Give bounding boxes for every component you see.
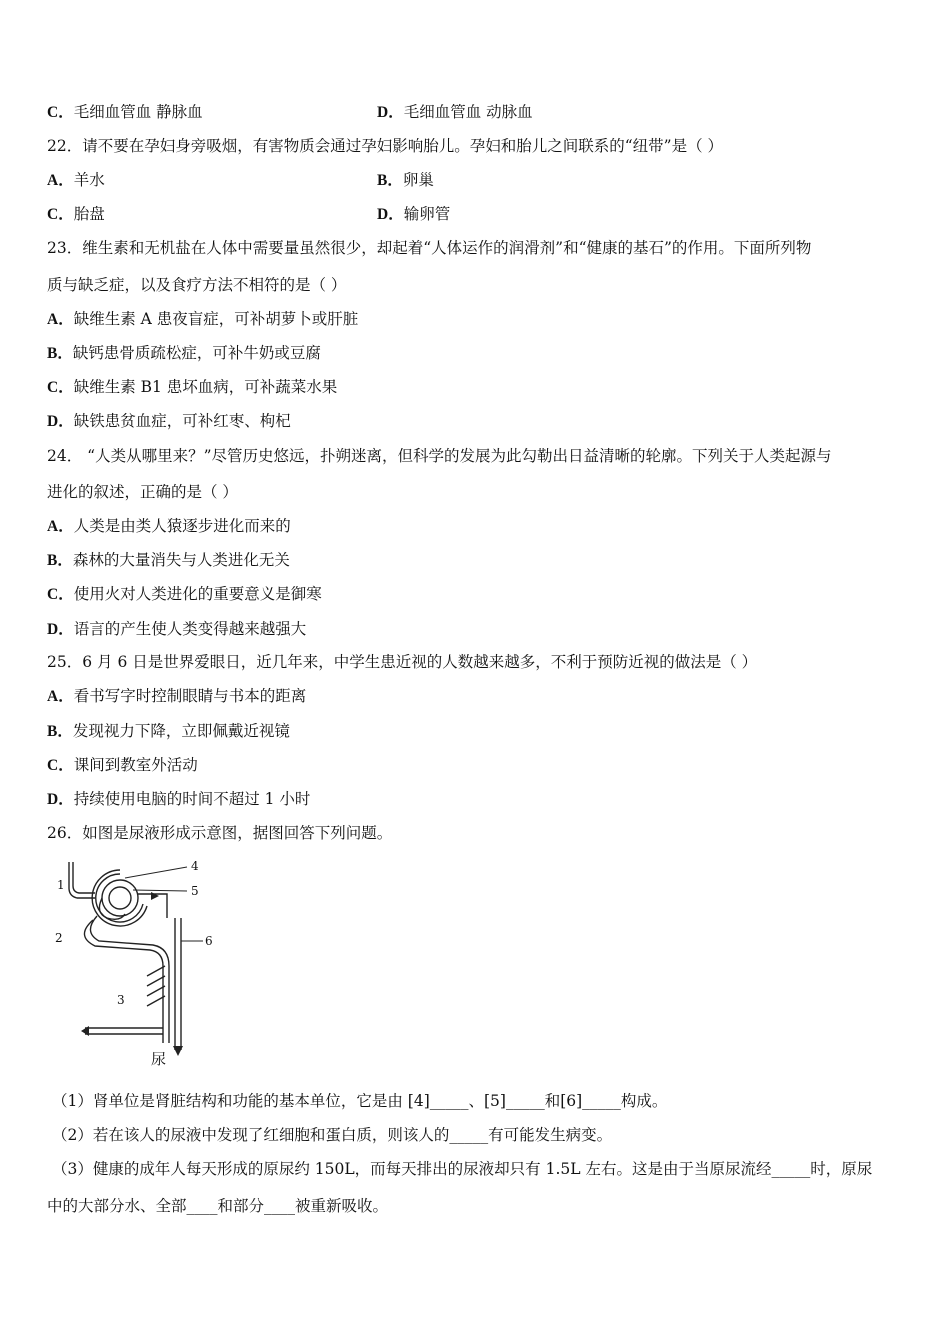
q25-option-a: [47, 686, 306, 707]
option-label: B．: [377, 172, 403, 189]
label-1: 1: [57, 878, 65, 892]
label-3: 3: [117, 993, 125, 1007]
option-text: 卵巢: [402, 171, 434, 189]
option-text: 持续使用电脑的时间不超过 1 小时: [73, 790, 311, 808]
option-label: A．: [47, 172, 74, 189]
option-text: 看书写字时控制眼睛与书本的距离: [73, 687, 307, 705]
q26-sub3-line1: （3）健康的成年人每天形成的原尿约 150L，而每天排出的尿液却只有 1.5L 左右。这是由于当原尿流经_____时，原尿: [52, 1160, 873, 1178]
q24-option-d: [47, 619, 306, 640]
option-text: 毛细血管血 静脉血: [73, 103, 203, 121]
q22-stem: 22．请不要在孕妇身旁吸烟，有害物质会通过孕妇影响胎儿。孕妇和胎儿之间联系的“纽带”是（ ）: [47, 137, 724, 155]
option-label: C．: [47, 379, 74, 396]
q21-option-d: [377, 102, 533, 123]
urine-label: 尿: [151, 1050, 167, 1068]
q26-sub2: （2）若在该人的尿液中发现了红细胞和蛋白质，则该人的_____有可能发生病变。: [52, 1126, 613, 1144]
q23-option-a: [47, 309, 358, 330]
q25-option-b: [47, 721, 290, 742]
q23-stem-line2: 质与缺乏症，以及食疗方法不相符的是（ ）: [47, 276, 347, 294]
option-text: 缺维生素 B1 患坏血病，可补蔬菜水果: [73, 378, 338, 396]
option-label: D．: [47, 621, 74, 638]
q25-option-d: [47, 789, 310, 810]
q24-stem-line1: 24． “人类从哪里来？”尽管历史悠远，扑朔迷离，但科学的发展为此勾勒出日益清晰的轮廓。下列关于人类起源与: [47, 447, 832, 465]
option-label: C．: [47, 104, 74, 121]
q26-sub1: （1）肾单位是肾脏结构和功能的基本单位，它是由 [4]_____、[5]_____和[6]_____构成。: [52, 1092, 668, 1110]
label-6: 6: [205, 934, 213, 948]
q23-option-b: [47, 343, 321, 364]
option-text: 毛细血管血 动脉血: [403, 103, 533, 121]
label-2: 2: [55, 931, 63, 945]
option-text: 胎盘: [73, 205, 105, 223]
option-label: A．: [47, 518, 74, 535]
option-label: A．: [47, 688, 74, 705]
option-text: 人类是由类人猿逐步进化而来的: [73, 517, 291, 535]
q24-option-c: [47, 584, 322, 605]
q26-stem: 26．如图是尿液形成示意图，据图回答下列问题。: [47, 824, 393, 842]
option-text: 缺钙患骨质疏松症，可补牛奶或豆腐: [72, 344, 321, 362]
option-text: 语言的产生使人类变得越来越强大: [73, 620, 307, 638]
q23-option-d: [47, 411, 291, 432]
glomerulus: [102, 880, 138, 916]
option-label: D．: [47, 413, 74, 430]
option-label: C．: [47, 586, 74, 603]
option-text: 缺维生素 A 患夜盲症，可补胡萝卜或肝脏: [73, 310, 359, 328]
option-label: D．: [47, 791, 74, 808]
q24-option-a: [47, 516, 291, 537]
nephron-diagram-svg: [55, 858, 215, 1068]
option-text: 使用火对人类进化的重要意义是御寒: [73, 585, 322, 603]
option-text: 羊水: [73, 171, 105, 189]
option-text: 课间到教室外活动: [73, 756, 198, 774]
option-label: B．: [47, 552, 73, 569]
option-text: 缺铁患贫血症，可补红枣、枸杞: [73, 412, 291, 430]
option-text: 输卵管: [403, 205, 451, 223]
urine-arrow-icon: [173, 1046, 183, 1056]
q25-stem: 25．6 月 6 日是世界爱眼日，近几年来，中学生患近视的人数越来越多，不利于预防近视的做法是（ ）: [47, 653, 758, 671]
q22-option-a: [47, 170, 105, 191]
q24-option-b: [47, 550, 290, 571]
q26-sub3-line2: 中的大部分水、全部____和部分____被重新吸收。: [47, 1197, 389, 1215]
q25-option-c: [47, 755, 198, 776]
q23-stem-line1: 23．维生素和无机盐在人体中需要量虽然很少，却起着“人体运作的润滑剂”和“健康的基石”的作用。下面所列物: [47, 239, 812, 257]
q23-option-c: [47, 377, 337, 398]
option-text: 发现视力下降，立即佩戴近视镜: [72, 722, 290, 740]
option-label: D．: [377, 104, 404, 121]
option-label: A．: [47, 311, 74, 328]
q24-stem-line2: 进化的叙述，正确的是（ ）: [47, 483, 238, 501]
q21-option-c: [47, 102, 203, 123]
option-text: 森林的大量消失与人类进化无关: [72, 551, 290, 569]
option-label: C．: [47, 206, 74, 223]
option-label: B．: [47, 723, 73, 740]
q22-option-b: [377, 170, 434, 191]
q22-option-d: [377, 204, 450, 225]
option-label: C．: [47, 757, 74, 774]
nephron-diagram: [55, 858, 215, 1068]
label-5: 5: [191, 884, 199, 898]
option-label: B．: [47, 345, 73, 362]
option-label: D．: [377, 206, 404, 223]
renal-capsule: [92, 870, 147, 926]
label-4: 4: [191, 859, 199, 873]
q22-option-c: [47, 204, 105, 225]
